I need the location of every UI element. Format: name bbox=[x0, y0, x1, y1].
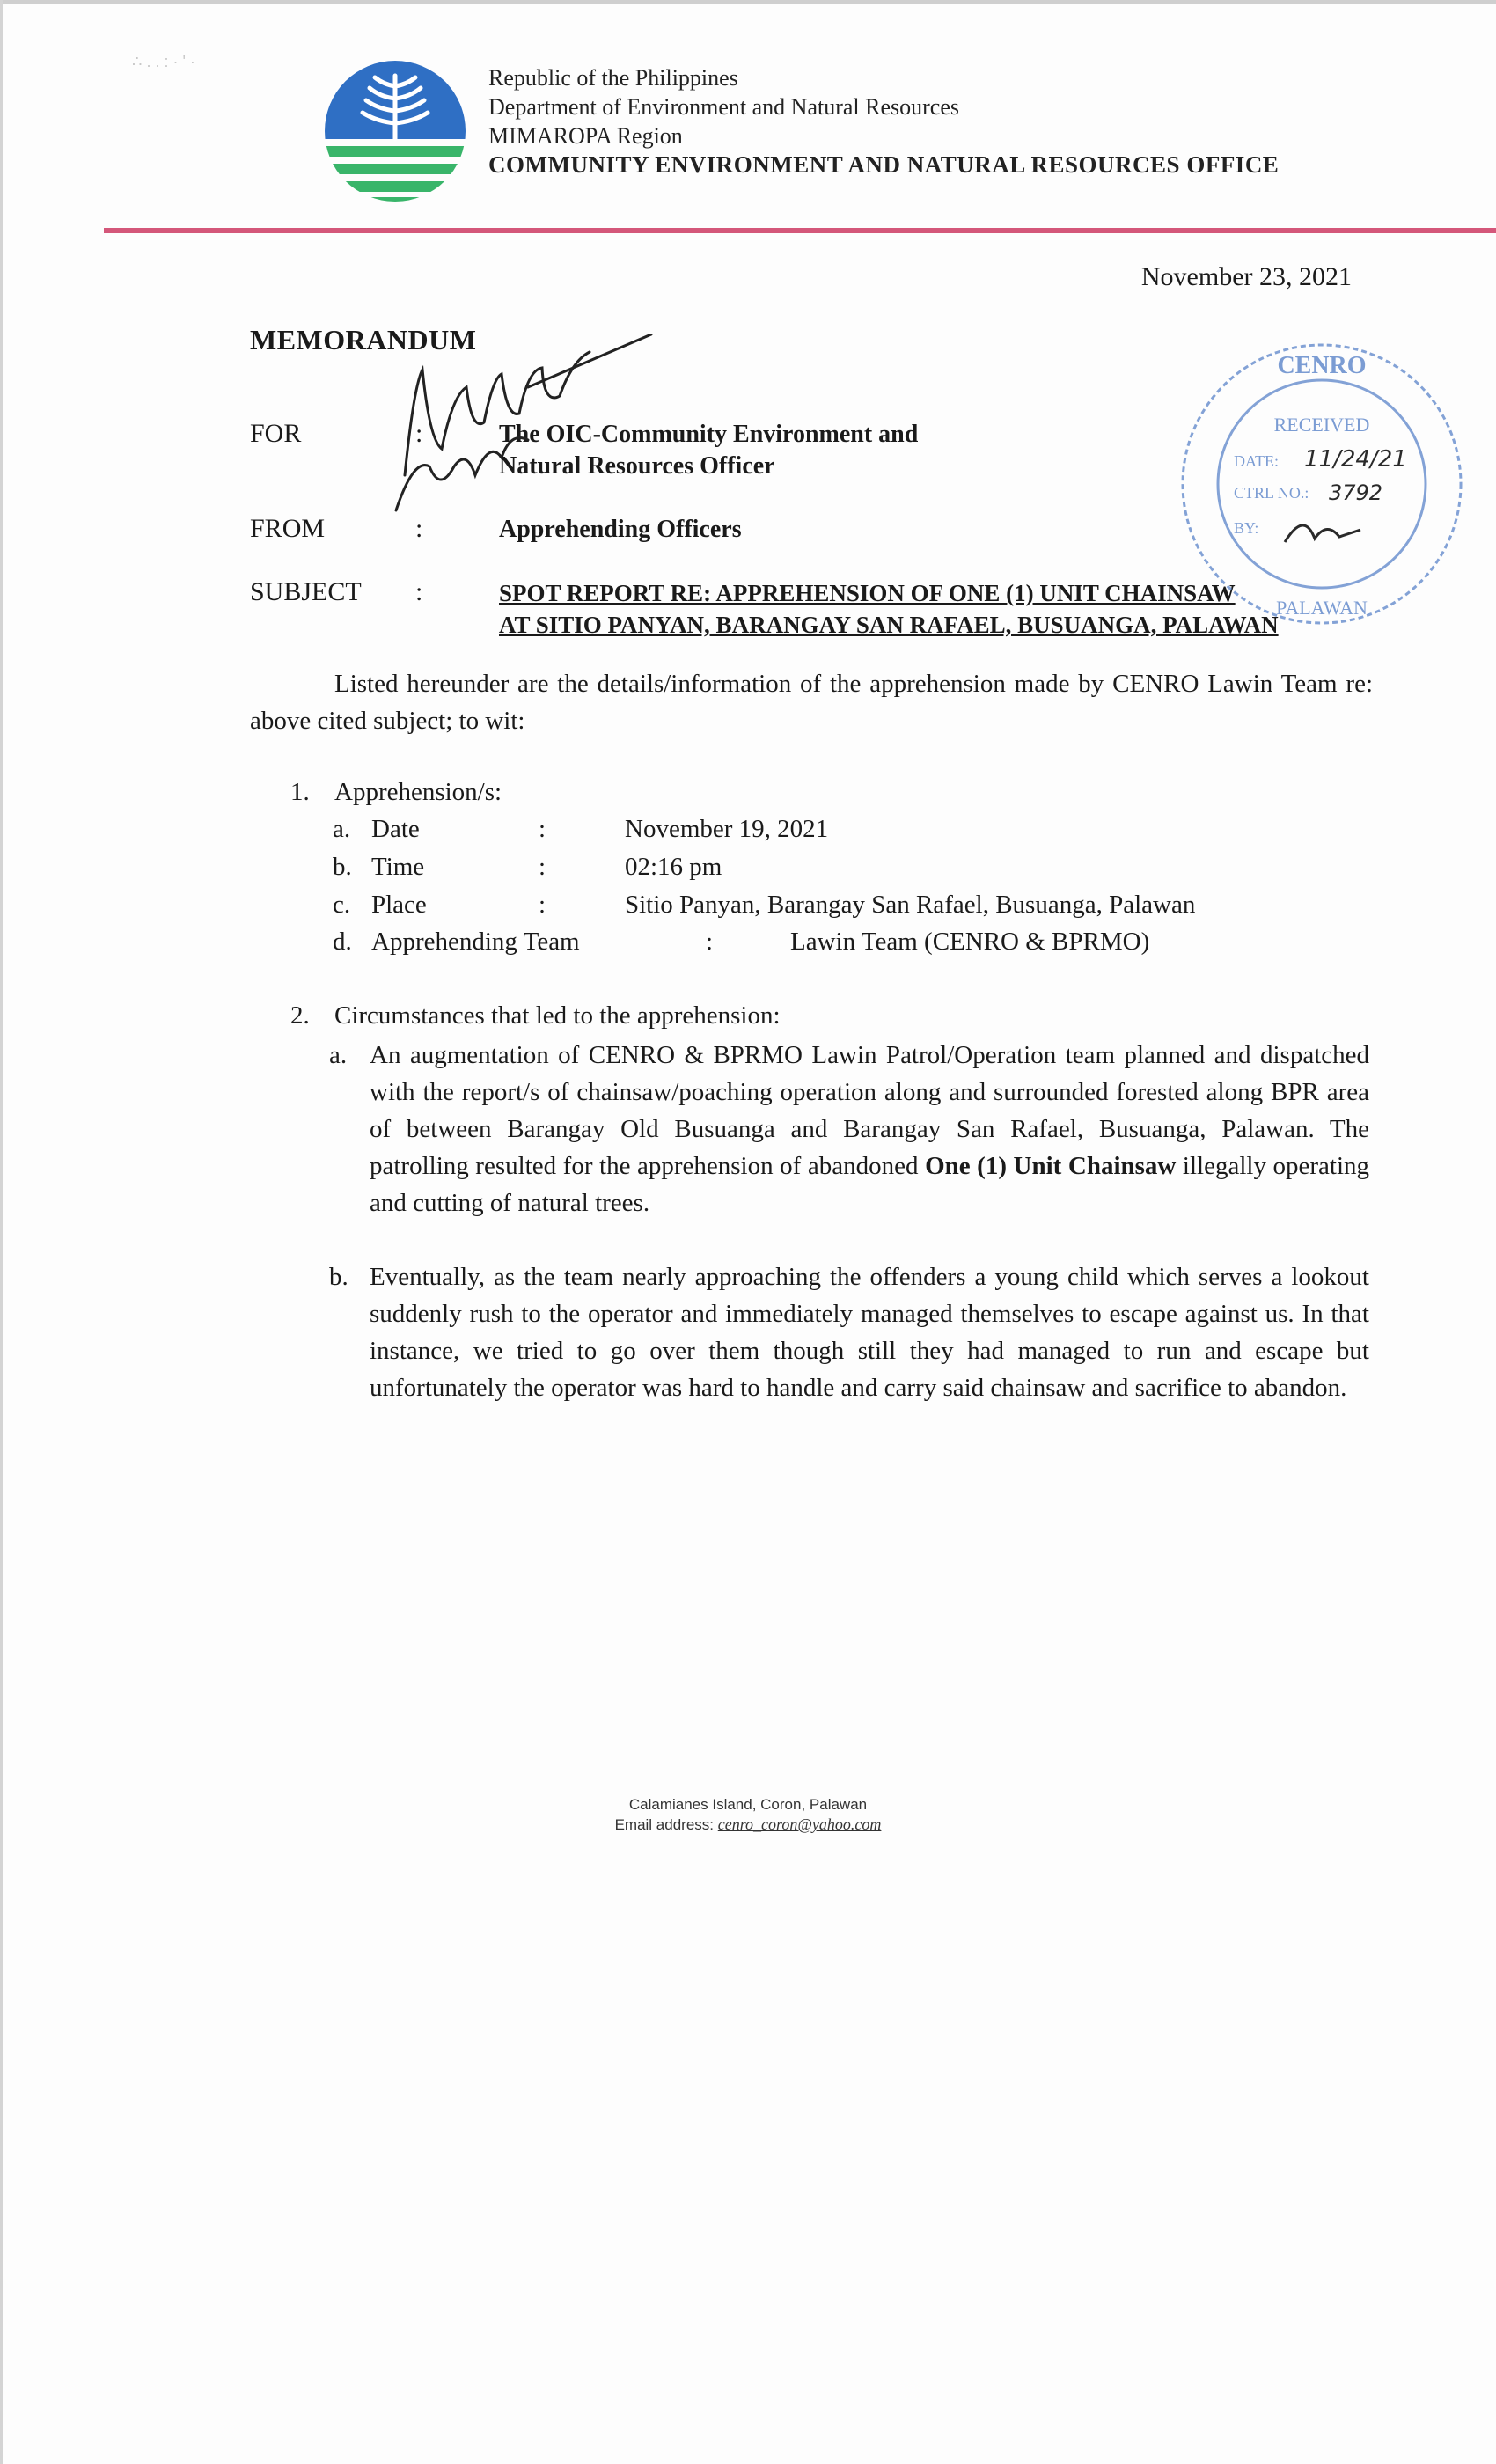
subject-line2: AT SITIO PANYAN, BARANGAY SAN RAFAEL, BUSUANGA, PALAWAN bbox=[499, 612, 1279, 638]
from-value: Apprehending Officers bbox=[499, 516, 742, 543]
stamp-control-label: CTRL NO.: bbox=[1234, 484, 1309, 502]
header-rule bbox=[104, 228, 1496, 233]
stamp-by-label: BY: bbox=[1234, 519, 1259, 537]
stamp-receiver-signature bbox=[1285, 525, 1360, 542]
for-value-line1: The OIC-Community Environment and bbox=[499, 421, 919, 448]
letterhead-region: MIMAROPA Region bbox=[488, 123, 683, 149]
detail-row-date bbox=[333, 815, 1301, 850]
detail-value: 02:16 pm bbox=[625, 853, 722, 881]
circumstance-a-letter: a. bbox=[329, 1041, 348, 1069]
section2-number: 2. bbox=[290, 1001, 310, 1030]
subject-label: SUBJECT bbox=[250, 577, 362, 606]
stamp-date-value: 11/24/21 bbox=[1304, 446, 1407, 473]
stamp-date-label: DATE: bbox=[1234, 452, 1279, 470]
for-label: FOR bbox=[250, 419, 302, 448]
circumstance-a-bold: One (1) Unit Chainsaw bbox=[925, 1152, 1177, 1180]
from-label: FROM bbox=[250, 514, 326, 543]
stamp-ring-bottom: PALAWAN bbox=[1276, 597, 1368, 619]
detail-label: Date bbox=[371, 815, 420, 843]
letterhead-republic: Republic of the Philippines bbox=[488, 65, 738, 91]
memo-title: MEMORANDUM bbox=[250, 324, 477, 356]
letterhead-department: Department of Environment and Natural Resources bbox=[488, 94, 959, 120]
page-left-edge bbox=[0, 0, 3, 2464]
detail-label: Time bbox=[371, 853, 425, 881]
detail-letter: b. bbox=[333, 853, 352, 881]
stamp-ring-top: CENRO bbox=[1277, 352, 1367, 379]
subject-value bbox=[499, 577, 1279, 641]
detail-colon: : bbox=[539, 891, 546, 919]
circumstance-b-letter: b. bbox=[329, 1263, 348, 1291]
detail-colon: : bbox=[539, 853, 546, 881]
detail-row-time bbox=[333, 853, 1301, 888]
circumstance-b-text: Eventually, as the team nearly approaching the offenders a young child which serves a lookout suddenly rush to the operator and immediately managed themselves to escape against us. In that instance, we tried to go over them though still they had managed to run and escape but unfortunately the operator was hard to handle and carry said chainsaw and sacrifice to abandon. bbox=[370, 1263, 1369, 1402]
footer bbox=[0, 1795, 1496, 1835]
detail-value: Sitio Panyan, Barangay San Rafael, Busuanga, Palawan bbox=[625, 891, 1196, 919]
circumstance-a-end: illegally operating and cutting of natural trees. bbox=[370, 1152, 1370, 1217]
section1-number: 1. bbox=[290, 778, 310, 806]
subject-colon: : bbox=[415, 577, 423, 606]
detail-label: Apprehending Team bbox=[371, 928, 580, 956]
from-colon: : bbox=[415, 514, 423, 543]
detail-colon: : bbox=[706, 928, 714, 956]
detail-row-place bbox=[333, 891, 1301, 926]
stamp-status: RECEIVED bbox=[1273, 414, 1370, 436]
detail-label: Place bbox=[371, 891, 427, 919]
denr-logo bbox=[322, 58, 468, 204]
letterhead bbox=[488, 63, 1279, 180]
subject-line1: SPOT REPORT RE: APPREHENSION OF ONE (1) UNIT CHAINSAW bbox=[499, 580, 1236, 606]
footer-email-line bbox=[0, 1815, 1496, 1835]
footer-address: Calamianes Island, Coron, Palawan bbox=[628, 1796, 868, 1813]
intro-paragraph: Listed hereunder are the details/information of the apprehension made by CENRO Lawin Team re: above cited subject; to wit: bbox=[250, 670, 1373, 735]
memo-date: November 23, 2021 bbox=[1140, 262, 1352, 291]
section2-heading: Circumstances that led to the apprehension: bbox=[334, 1001, 781, 1030]
for-colon: : bbox=[415, 419, 423, 448]
detail-value: Lawin Team (CENRO & BPRMO) bbox=[790, 928, 1150, 956]
scan-artifact: ∴ . . : · ' · bbox=[132, 53, 195, 70]
circumstance-b bbox=[329, 1258, 1369, 1406]
page-top-edge bbox=[0, 0, 1496, 4]
for-value-line2: Natural Resources Officer bbox=[499, 452, 775, 480]
detail-row-team bbox=[333, 928, 1301, 963]
stamp-control-value: 3792 bbox=[1329, 480, 1383, 505]
detail-letter: c. bbox=[333, 891, 351, 919]
detail-letter: d. bbox=[333, 928, 352, 956]
detail-letter: a. bbox=[333, 815, 351, 843]
section1-heading: Apprehension/s: bbox=[334, 778, 502, 806]
received-stamp bbox=[1172, 334, 1471, 634]
letterhead-office: COMMUNITY ENVIRONMENT AND NATURAL RESOURCES OFFICE bbox=[488, 151, 1280, 178]
circumstance-a-text: An augmentation of CENRO & BPRMO Lawin Patrol/Operation team planned and dispatched with the report/s of chainsaw/poaching operation along and surrounded forested along BPR area of between Barangay Old Busuanga and Barangay San Rafael, Busuanga, Palawan. The patrolling resulted for the apprehension of abandoned bbox=[370, 1041, 1369, 1180]
footer-email-link[interactable]: cenro_coron@yahoo.com bbox=[717, 1815, 882, 1833]
footer-email-label: Email address: bbox=[614, 1816, 714, 1833]
detail-colon: : bbox=[539, 815, 546, 843]
circumstance-a bbox=[329, 1037, 1370, 1221]
detail-value: November 19, 2021 bbox=[625, 815, 829, 843]
handwritten-annotation bbox=[387, 334, 678, 537]
